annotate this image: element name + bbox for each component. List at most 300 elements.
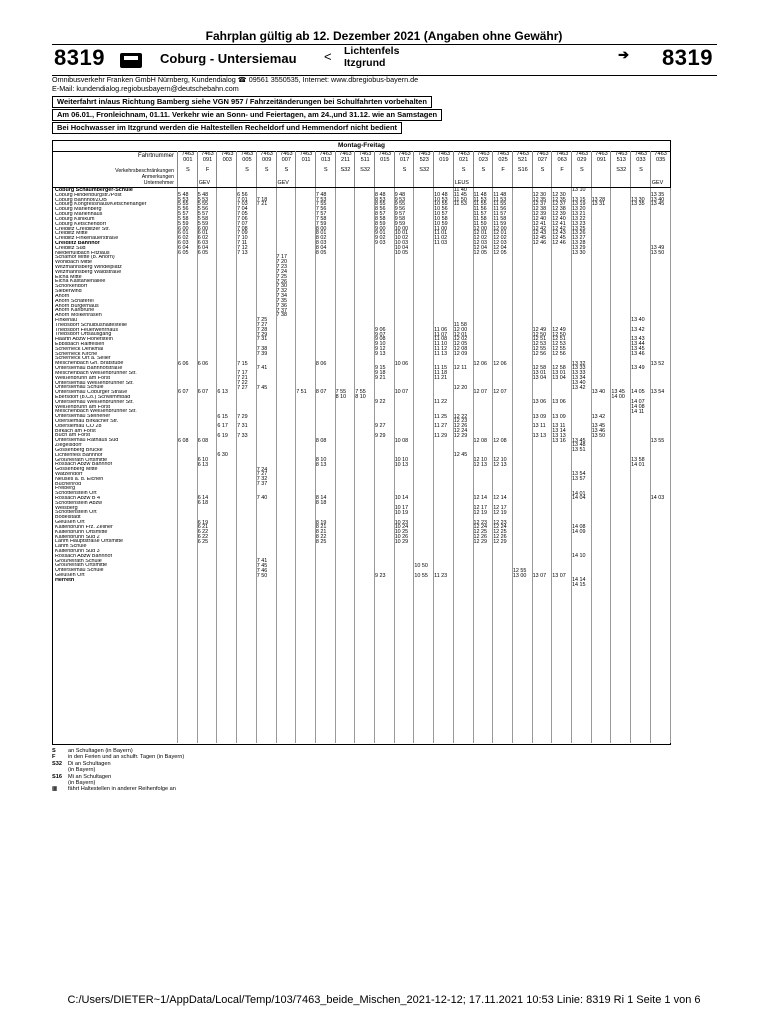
trip-number: 017 xyxy=(399,157,410,164)
trip-column-header xyxy=(354,151,375,187)
departure-time: 7 37 xyxy=(256,481,268,488)
departure-time: 13 09 xyxy=(532,413,547,420)
departure-time: 8 06 xyxy=(315,360,327,367)
departure-time: 14 01 xyxy=(572,490,586,497)
departure-time: 12 17 xyxy=(473,505,487,512)
departure-time: 12 20 xyxy=(453,384,468,391)
column-divider xyxy=(670,188,671,743)
departure-time: 6 02 xyxy=(197,235,209,242)
departure-time: 7 05 xyxy=(237,211,248,218)
departure-time: 8 04 xyxy=(315,244,327,251)
departure-time: 7 29 xyxy=(256,331,268,338)
trip-restriction: S xyxy=(284,166,289,173)
departure-time: 7 17 xyxy=(237,370,248,377)
trip-column-header xyxy=(473,151,494,187)
departure-time: 12 26 xyxy=(473,534,487,541)
departure-time: 14 08 xyxy=(631,403,645,410)
departure-time: 7 18 xyxy=(256,196,268,203)
departure-time: 11 12 xyxy=(434,346,448,353)
departure-time: 13 10 xyxy=(572,187,586,193)
departure-time: 12 45 xyxy=(552,235,566,242)
departure-time: 13 40 xyxy=(572,379,586,386)
stop-name: Scherneck Ort a. Seiler xyxy=(55,356,111,362)
route-name: Coburg - Untersiemau xyxy=(160,51,297,66)
stop-name: Buchenrod xyxy=(55,481,82,487)
departure-time: 12 07 xyxy=(493,389,507,396)
departure-time: 12 55 xyxy=(552,346,566,353)
departure-time: 10 56 xyxy=(434,206,448,213)
departure-time: 7 51 xyxy=(296,389,307,396)
departure-time: 6 03 xyxy=(178,240,189,247)
departure-time: 11 50 xyxy=(453,196,467,203)
departure-time: 8 00 xyxy=(315,225,327,232)
departure-time: 6 02 xyxy=(178,235,189,242)
trip-number: 025 xyxy=(498,157,508,164)
departure-time: 12 26 xyxy=(493,534,507,541)
departure-time: 12 40 xyxy=(552,215,566,222)
company-note: LEUS xyxy=(454,180,469,186)
departure-time: 13 13 xyxy=(532,432,547,439)
departure-time: 9 03 xyxy=(375,240,386,247)
departure-time: 6 05 xyxy=(178,249,189,256)
departure-time: 13 40 xyxy=(650,196,665,203)
departure-time: 7 34 xyxy=(276,293,287,300)
departure-time: 8 18 xyxy=(315,500,327,507)
departure-time: 10 23 xyxy=(394,519,409,526)
stop-name: Triebsdorf Ortsausgang xyxy=(55,332,112,338)
departure-time: 8 21 xyxy=(315,529,327,536)
departure-time: 7 01 xyxy=(237,196,248,203)
column-divider xyxy=(551,188,552,743)
departure-time: 12 02 xyxy=(473,235,487,242)
departure-time: 10 26 xyxy=(394,534,409,541)
departure-time: 12 22 xyxy=(453,413,468,420)
trip-line: 7463 xyxy=(654,151,667,157)
column-divider xyxy=(610,188,611,743)
departure-time: 12 38 xyxy=(532,206,547,213)
departure-time: 12 00 xyxy=(493,225,507,232)
stop-name: Scherneck Denkmal xyxy=(55,346,104,352)
departure-time: 7 46 xyxy=(256,567,268,574)
stop-name: Untersiemau Schule xyxy=(55,385,104,391)
departure-time: 7 32 xyxy=(276,288,287,295)
departure-time: 11 48 xyxy=(473,191,487,198)
departure-time: 7 45 xyxy=(256,562,268,569)
departure-time: 12 00 xyxy=(473,225,487,232)
company-note: GEV xyxy=(277,180,289,186)
departure-time: 7 55 xyxy=(355,389,366,396)
departure-time: 12 58 xyxy=(552,365,566,372)
stop-name: Meschenbach Gh. Bratstube xyxy=(55,361,124,367)
stop-name: Untersiemau Bahnhofstraße xyxy=(55,366,123,371)
company-note: GEV xyxy=(651,180,664,186)
departure-time: 7 48 xyxy=(315,191,327,198)
restrictions-label: Verkehrsbeschränkungen xyxy=(115,168,174,174)
company-note: GEV xyxy=(198,180,211,186)
departure-time: 11 22 xyxy=(434,399,448,406)
departure-time: 12 55 xyxy=(532,346,547,353)
departure-time: 13 45 xyxy=(572,437,586,444)
departure-time: 10 02 xyxy=(394,235,409,242)
trip-line: 7463 xyxy=(221,151,234,157)
departure-time: 13 11 xyxy=(552,423,566,430)
departure-time: 12 43 xyxy=(552,230,566,237)
departure-time: 12 01 xyxy=(493,230,507,237)
departure-time: 14 00 xyxy=(611,394,625,401)
destination-line2: Itzgrund xyxy=(344,57,386,69)
stop-name: Welsberg xyxy=(55,505,78,511)
column-divider xyxy=(236,188,237,743)
departure-time: 6 08 xyxy=(178,437,189,444)
departure-time: 13 55 xyxy=(650,437,665,444)
trip-line: 7463 xyxy=(240,151,254,157)
departure-time: 13 06 xyxy=(552,399,566,406)
departure-time: 10 01 xyxy=(394,230,409,237)
departure-time: 8 21 xyxy=(315,524,327,531)
legend-key: S16 xyxy=(52,773,62,780)
footer-path: C:/Users/DIETER~1/AppData/Local/Temp/103/7463_beide_Mischen_2021-12-12; 17.11.2021 10:53 Linie: 8319 Ri 1 Seite 1 von 6 xyxy=(67,994,701,1006)
trip-column-header xyxy=(315,151,336,187)
notes-label: Anmerkungen xyxy=(141,174,174,180)
departure-time: 6 13 xyxy=(197,461,209,468)
stop-name: Obersiemau Birkacher Str. xyxy=(55,419,119,424)
trip-line: 7463 xyxy=(358,151,372,157)
departure-time: 13 23 xyxy=(572,220,586,227)
departure-time: 6 04 xyxy=(178,244,189,251)
departure-time: 13 14 xyxy=(552,428,566,434)
departure-time: 12 51 xyxy=(532,336,547,343)
departure-time: 11 23 xyxy=(434,572,448,579)
departure-time: 13 40 xyxy=(591,389,606,396)
departure-time: 8 05 xyxy=(315,249,327,256)
departure-time: 13 30 xyxy=(572,249,586,256)
departure-time: 12 04 xyxy=(493,244,507,251)
departure-time: 13 07 xyxy=(552,572,566,579)
departure-time: 12 46 xyxy=(532,240,547,247)
stop-name: Lahm Schule xyxy=(55,544,87,549)
departure-time: 10 55 xyxy=(434,201,448,208)
stop-name: Freiberg xyxy=(55,486,76,492)
departure-time: 11 01 xyxy=(434,230,448,237)
departure-time: 7 38 xyxy=(276,312,287,319)
departure-time: 12 06 xyxy=(473,360,487,367)
legend xyxy=(52,748,184,793)
arrow-right-icon: ➔ xyxy=(618,47,629,62)
departure-time: 14 14 xyxy=(572,577,586,584)
trip-restriction: F xyxy=(560,166,564,173)
departure-time: 13 06 xyxy=(532,399,547,406)
departure-time: 6 14 xyxy=(197,495,209,502)
stop-name: Coburg Marienberg xyxy=(55,207,102,213)
departure-time: 12 49 xyxy=(532,326,547,333)
stop-name: Gleußen Ort xyxy=(55,573,85,578)
departure-time: 12 14 xyxy=(493,495,507,502)
departure-time: 13 29 xyxy=(572,244,586,251)
departure-time: 13 46 xyxy=(591,428,606,434)
departure-time: 6 07 xyxy=(197,389,209,396)
departure-time: 10 57 xyxy=(434,211,448,218)
stop-name: Wohlbach Mitte xyxy=(55,260,93,265)
departure-time: 12 07 xyxy=(473,389,487,396)
trip-line: 7463 xyxy=(418,151,431,157)
departure-time: 13 21 xyxy=(572,211,586,218)
departure-time: 14 11 xyxy=(631,408,645,415)
departure-time: 13 54 xyxy=(650,389,665,396)
stop-name: Rossach Abzw Bahnhof xyxy=(55,462,112,468)
trip-number: 007 xyxy=(281,157,292,164)
departure-time: 13 44 xyxy=(631,341,645,348)
departure-time: 13 04 xyxy=(552,374,566,381)
departure-time: 8 08 xyxy=(315,437,327,444)
departure-time: 7 30 xyxy=(276,283,287,290)
departure-time: 9 10 xyxy=(375,341,386,348)
departure-time: 11 48 xyxy=(493,191,507,198)
departure-time: 14 07 xyxy=(631,399,645,406)
departure-time: 7 20 xyxy=(276,259,287,266)
departure-time: 9 59 xyxy=(394,220,406,227)
company-label: Unternehmer xyxy=(143,180,174,186)
trip-number: 015 xyxy=(380,157,390,164)
legend-text: (in Bayern) xyxy=(68,780,96,787)
stop-name: Coburg Marienhaus xyxy=(55,212,103,217)
trip-line: 7463 xyxy=(339,151,352,157)
departure-time: 14 03 xyxy=(650,495,665,502)
stop-name: Finkenau xyxy=(55,317,78,323)
departure-time: 13 51 xyxy=(572,447,586,454)
departure-time: 9 21 xyxy=(375,374,386,381)
departure-time: 13 00 xyxy=(512,572,527,579)
departure-time: 7 56 xyxy=(315,206,327,213)
stop-name: Ziegelsdorf xyxy=(55,443,82,448)
trip-number: 019 xyxy=(439,157,449,164)
departure-time: 12 56 xyxy=(532,350,547,357)
trip-number: 029 xyxy=(577,157,587,164)
trip-line: 7463 xyxy=(595,151,608,157)
departure-time: 14 05 xyxy=(631,389,645,396)
departure-time: 7 31 xyxy=(237,423,248,430)
legend-key: ▥ xyxy=(52,786,58,793)
departure-time: 13 33 xyxy=(572,370,586,377)
stop-name: Birkach am Forst xyxy=(55,428,96,434)
departure-time: 7 55 xyxy=(315,201,327,208)
trip-number: 521 xyxy=(518,157,528,164)
trip-line: 7463 xyxy=(477,151,490,157)
trip-column-header xyxy=(512,151,533,187)
departure-time: 9 29 xyxy=(375,432,386,439)
time-grid xyxy=(177,188,670,743)
departure-time: 7 27 xyxy=(237,384,248,391)
departure-time: 5 58 xyxy=(197,215,209,222)
departure-time: 14 10 xyxy=(572,553,586,560)
departure-time: 8 48 xyxy=(375,191,386,198)
departure-time: 13 01 xyxy=(552,370,566,377)
departure-time: 12 58 xyxy=(532,365,547,372)
departure-time: 13 58 xyxy=(631,456,645,463)
departure-time: 6 06 xyxy=(197,360,209,367)
departure-time: 8 55 xyxy=(375,201,386,208)
departure-time: 12 24 xyxy=(473,524,487,531)
trip-column-header xyxy=(374,151,395,187)
departure-time: 13 45 xyxy=(611,389,625,396)
stop-name: Schorkendorf xyxy=(55,284,88,290)
column-divider xyxy=(413,188,414,743)
stop-name: Ahorn Schäferei xyxy=(55,298,94,304)
departure-time: 13 45 xyxy=(591,423,606,430)
departure-time: 10 06 xyxy=(394,360,409,367)
departure-time: 7 21 xyxy=(256,201,268,208)
stop-name: Witzmannsberg Waldstraße xyxy=(55,269,122,275)
departure-time: 13 49 xyxy=(650,244,665,251)
trip-line: 7463 xyxy=(398,151,411,157)
stop-list xyxy=(53,188,179,583)
trip-line: 7463 xyxy=(319,151,332,157)
departure-time: 6 04 xyxy=(197,244,209,251)
departure-time: 13 11 xyxy=(532,423,546,430)
departure-time: 7 27 xyxy=(256,321,268,328)
departure-time: 10 53 xyxy=(434,196,448,203)
trip-line: 7463 xyxy=(555,151,569,157)
route-number-right: 8319 xyxy=(662,45,713,70)
stop-name: Schottenstein Abzw xyxy=(55,500,103,506)
trip-restriction: S16 xyxy=(517,166,528,173)
stop-name: Coburg Bahnhof/ZOB xyxy=(55,197,107,203)
departure-time: 12 05 xyxy=(493,249,507,256)
departure-time: 5 59 xyxy=(178,220,189,227)
stop-name: Weißenbrunn am Forst xyxy=(55,404,111,410)
trip-number: 033 xyxy=(636,157,646,164)
stop-name: Triebsdorf Feuerwehrhaus xyxy=(55,327,119,333)
trip-number: 013 xyxy=(321,157,331,164)
departure-time: 10 10 xyxy=(394,456,409,463)
departure-time: 7 38 xyxy=(256,346,268,353)
departure-time: 8 19 xyxy=(315,519,327,526)
departure-time: 10 50 xyxy=(414,562,428,569)
trip-restriction: S32 xyxy=(419,166,430,173)
column-divider xyxy=(374,188,375,743)
trip-line: 7463 xyxy=(536,151,549,157)
departure-time: 12 03 xyxy=(493,240,507,247)
departure-time: 5 53 xyxy=(178,196,189,203)
stop-name: Coburg Schaumberger-Schule xyxy=(55,188,133,193)
legend-text: Di an Schultagen xyxy=(68,760,111,767)
departure-time: 12 05 xyxy=(453,341,468,348)
departure-time: 7 21 xyxy=(237,374,248,381)
departure-time: 9 27 xyxy=(375,423,386,430)
stop-name: Untersiemau Rathaus Süd xyxy=(55,438,119,444)
departure-time: 7 13 xyxy=(237,249,248,256)
trip-line: 7463 xyxy=(201,151,214,157)
stop-name: Gossenberg Brücke xyxy=(55,447,103,453)
departure-time: 7 27 xyxy=(256,471,268,478)
trip-line: 7463 xyxy=(496,151,510,157)
departure-time: 13 42 xyxy=(591,413,606,420)
stop-name: Meschenbach Weißenbrunner Str. xyxy=(55,409,137,415)
departure-time: 7 45 xyxy=(256,384,268,391)
departure-time: 6 00 xyxy=(178,225,189,232)
departure-time: 7 07 xyxy=(237,220,248,227)
departure-time: 12 05 xyxy=(473,249,487,256)
departure-time: 7 04 xyxy=(237,206,248,213)
departure-time: 12 55 xyxy=(512,567,527,574)
departure-time: 9 02 xyxy=(375,235,386,242)
departure-time: 11 21 xyxy=(434,374,448,381)
stop-name: Ahorn Molkenrasen xyxy=(55,313,102,318)
bus-icon xyxy=(120,53,142,68)
departure-time: 12 26 xyxy=(453,423,468,430)
departure-time: 12 01 xyxy=(473,230,487,237)
trip-column-header xyxy=(610,151,631,187)
column-divider xyxy=(177,188,178,743)
stop-name: Lahm Hauptstraße Ortsmitte xyxy=(55,539,124,545)
departure-time: 12 49 xyxy=(552,326,566,333)
departure-time: 11 03 xyxy=(434,240,448,247)
trip-restriction: S xyxy=(639,166,643,173)
departure-time: 6 07 xyxy=(178,389,189,396)
column-divider xyxy=(453,188,454,743)
departure-time: 12 40 xyxy=(532,215,547,222)
departure-time: 9 56 xyxy=(394,206,406,213)
column-divider xyxy=(216,188,217,743)
departure-time: 7 11 xyxy=(237,240,248,247)
departure-time: 11 58 xyxy=(493,215,507,222)
legend-item xyxy=(52,786,184,792)
trip-column-header xyxy=(394,151,415,187)
stop-name: Buch am Forst xyxy=(55,433,91,439)
trip-column-header xyxy=(295,151,316,187)
departure-time: 10 03 xyxy=(394,240,409,247)
trip-line: 7463 xyxy=(615,151,628,157)
stop-name: Lichtenfels Bahnhof xyxy=(55,452,103,458)
trip-number: 011 xyxy=(301,157,311,164)
departure-time: 12 06 xyxy=(493,360,507,367)
departure-time: 10 08 xyxy=(394,437,409,444)
departure-time: 12 29 xyxy=(453,432,468,439)
departure-time: 12 25 xyxy=(473,529,487,536)
trip-number: 001 xyxy=(183,157,193,164)
trip-line: 7463 xyxy=(299,151,313,157)
trip-column-header xyxy=(591,151,612,187)
stop-name: Watzendorf xyxy=(55,471,83,477)
route-bar xyxy=(52,44,717,76)
departure-time: 9 15 xyxy=(375,365,386,372)
trip-restriction: S32 xyxy=(616,166,627,173)
departure-time: 13 50 xyxy=(591,432,606,439)
departure-time: 8 58 xyxy=(375,215,386,222)
stop-name: Rossach Abzw Bahnhof xyxy=(55,553,112,559)
departure-time: 7 35 xyxy=(276,297,287,304)
trip-column-header xyxy=(571,151,592,187)
departure-time: 13 48 xyxy=(572,442,586,449)
departure-time: 11 02 xyxy=(434,235,448,242)
stop-name: Weißenbrunn am Forst xyxy=(55,375,111,381)
stop-name: Neuses a. d. Eichen xyxy=(55,476,104,482)
legend-text: in den Ferien und an schulfr. Tagen (in Bayern) xyxy=(68,754,185,761)
stop-name: Creidlitz Bahnhof xyxy=(55,240,100,246)
departure-time: 9 57 xyxy=(394,211,406,218)
stop-name: Coburg Ketschendorf xyxy=(55,221,106,227)
stop-name: Großheirath Ortsmitte xyxy=(55,457,108,463)
departure-time: 5 58 xyxy=(178,215,189,222)
departure-time: 7 25 xyxy=(276,273,287,280)
departure-time: 6 06 xyxy=(178,360,189,367)
departure-time: 10 00 xyxy=(394,225,409,232)
departure-time: 12 39 xyxy=(532,211,547,218)
trip-restriction: S xyxy=(185,166,190,173)
departure-time: 12 03 xyxy=(473,240,487,247)
stop-name: Triebsdorf Schulbushaltestelle xyxy=(55,322,128,328)
trip-column-header xyxy=(492,151,513,187)
departure-time: 13 31 xyxy=(591,201,606,208)
